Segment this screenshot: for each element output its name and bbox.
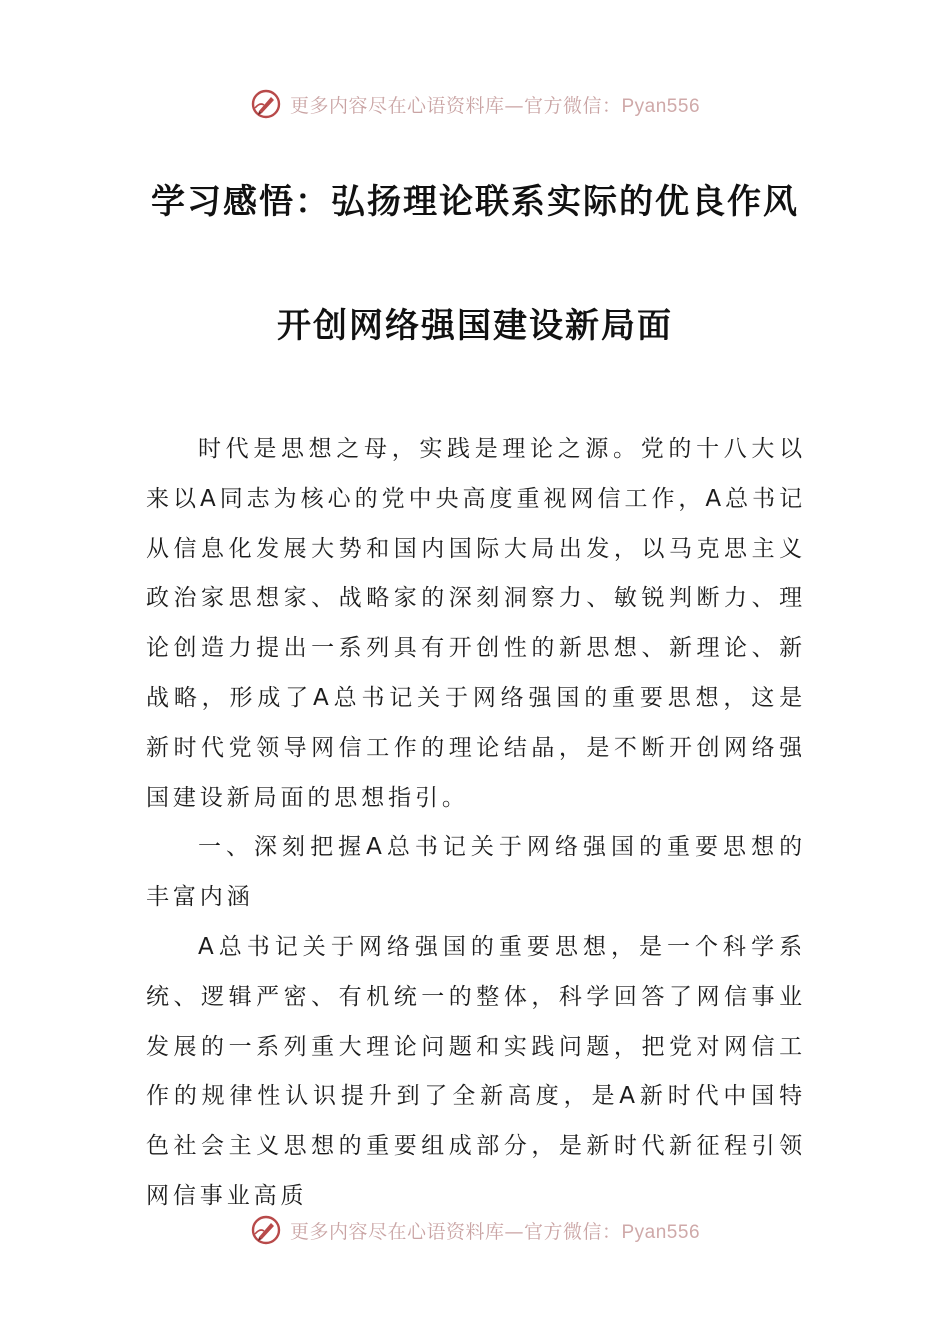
document-title-line1: 学习感悟：弘扬理论联系实际的优良作风 (151, 182, 799, 222)
footer-wechat-id: Pyan556 (621, 1221, 701, 1243)
section-heading: 一、深刻把握A总书记关于网络强国的重要思想的丰富内涵 (146, 834, 806, 911)
header-wechat-id: Pyan556 (621, 95, 701, 117)
header-watermark (0, 84, 950, 124)
pen-logo-icon (250, 88, 282, 120)
document-title-line2: 开创网络强国建设新局面 (277, 306, 673, 346)
header-watermark-text: 更多内容尽在心语资料库—官方微信： (289, 94, 622, 117)
footer-watermark (0, 1210, 950, 1250)
body-paragraph: A总书记关于网络强国的重要思想，是一个科学系统、逻辑严密、有机统一的整体，科学回答了网信事业发展的一系列重大理论问题和实践问题，把党对网信工作的规律性认识提升到了全新高度，是A新时代中国特色社会主义思想的重要组成部分，是新时代新征程引领网信事业高质 (146, 933, 806, 1209)
pen-logo-icon (250, 1214, 282, 1246)
footer-watermark-text: 更多内容尽在心语资料库—官方微信： (289, 1220, 622, 1243)
body-paragraph: 时代是思想之母，实践是理论之源。党的十八大以来以A同志为核心的党中央高度重视网信工作，A总书记从信息化发展大势和国内国际大局出发，以马克思主义政治家思想家、战略家的深刻洞察力、敏锐判断力、理论创造力提出一系列具有开创性的新思想、新理论、新战略，形成了A总书记关于网络强国的重要思想，这是新时代党领导网信工作的理论结晶，是不断开创网络强国建设新局面的思想指引。 (146, 436, 806, 811)
document-body (146, 425, 806, 1222)
